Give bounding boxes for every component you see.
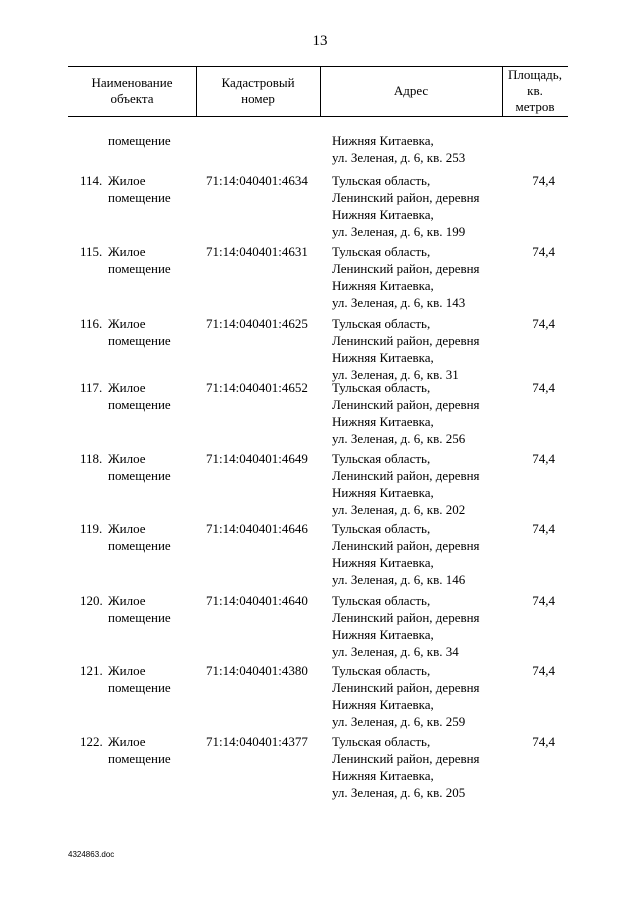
header-area: Площадь, кв. метров bbox=[508, 67, 562, 114]
row-number: 119. bbox=[80, 521, 103, 536]
header-cadastral: Кадастровый номер bbox=[221, 75, 295, 106]
object-name: Жилое помещение bbox=[108, 316, 171, 348]
area: 74,4 bbox=[532, 316, 555, 331]
area: 74,4 bbox=[532, 734, 555, 749]
address: Тульская область, Ленинский район, деревня Нижняя Китаевка, ул. Зеленая, д. 6, кв. 202 bbox=[332, 451, 480, 517]
row-number: 116. bbox=[80, 316, 103, 331]
header-bottom-rule bbox=[68, 116, 568, 117]
object-name: Жилое помещение bbox=[108, 173, 171, 205]
row-number: 121. bbox=[80, 663, 103, 678]
area: 74,4 bbox=[532, 521, 555, 536]
object-name: Жилое помещение bbox=[108, 663, 171, 695]
cadastral-number: 71:14:040401:4377 bbox=[206, 734, 308, 749]
object-name: Жилое помещение bbox=[108, 593, 171, 625]
address: Тульская область, Ленинский район, деревня Нижняя Китаевка, ул. Зеленая, д. 6, кв. 256 bbox=[332, 380, 480, 446]
cadastral-number: 71:14:040401:4380 bbox=[206, 663, 308, 678]
header-address: Адрес bbox=[393, 83, 429, 98]
row-number: 120. bbox=[80, 593, 103, 608]
area: 74,4 bbox=[532, 380, 555, 395]
area: 74,4 bbox=[532, 663, 555, 678]
row-number: 122. bbox=[80, 734, 103, 749]
area: 74,4 bbox=[532, 593, 555, 608]
cadastral-number: 71:14:040401:4631 bbox=[206, 244, 308, 259]
area: 74,4 bbox=[532, 173, 555, 188]
row-number: 117. bbox=[80, 380, 103, 395]
object-name: Жилое помещение bbox=[108, 521, 171, 553]
row-number: 114. bbox=[80, 173, 103, 188]
area: 74,4 bbox=[532, 451, 555, 466]
row-number: 118. bbox=[80, 451, 103, 466]
address: Тульская область, Ленинский район, деревня Нижняя Китаевка, ул. Зеленая, д. 6, кв. 34 bbox=[332, 593, 480, 659]
address: Тульская область, Ленинский район, деревня Нижняя Китаевка, ул. Зеленая, д. 6, кв. 31 bbox=[332, 316, 480, 382]
address: Тульская область, Ленинский район, деревня Нижняя Китаевка, ул. Зеленая, д. 6, кв. 146 bbox=[332, 521, 480, 587]
header-name: Наименование объекта bbox=[91, 75, 173, 106]
address: Тульская область, Ленинский район, деревня Нижняя Китаевка, ул. Зеленая, д. 6, кв. 205 bbox=[332, 734, 480, 800]
object-name: помещение bbox=[108, 133, 171, 148]
cadastral-number: 71:14:040401:4640 bbox=[206, 593, 308, 608]
address: Тульская область, Ленинский район, деревня Нижняя Китаевка, ул. Зеленая, д. 6, кв. 259 bbox=[332, 663, 480, 729]
object-name: Жилое помещение bbox=[108, 380, 171, 412]
file-name-footer: 4324863.doc bbox=[68, 850, 115, 859]
area: 74,4 bbox=[532, 244, 555, 259]
cadastral-number: 71:14:040401:4649 bbox=[206, 451, 308, 466]
address: Нижняя Китаевка, ул. Зеленая, д. 6, кв. 253 bbox=[332, 133, 466, 165]
cadastral-number: 71:14:040401:4625 bbox=[206, 316, 308, 331]
page-number: 13 bbox=[312, 33, 328, 49]
address: Тульская область, Ленинский район, деревня Нижняя Китаевка, ул. Зеленая, д. 6, кв. 199 bbox=[332, 173, 480, 239]
row-number: 115. bbox=[80, 244, 103, 259]
object-name: Жилое помещение bbox=[108, 451, 171, 483]
cadastral-number: 71:14:040401:4646 bbox=[206, 521, 308, 536]
address: Тульская область, Ленинский район, деревня Нижняя Китаевка, ул. Зеленая, д. 6, кв. 143 bbox=[332, 244, 480, 310]
cadastral-number: 71:14:040401:4652 bbox=[206, 380, 308, 395]
object-name: Жилое помещение bbox=[108, 244, 171, 276]
object-name: Жилое помещение bbox=[108, 734, 171, 766]
cadastral-number: 71:14:040401:4634 bbox=[206, 173, 308, 188]
